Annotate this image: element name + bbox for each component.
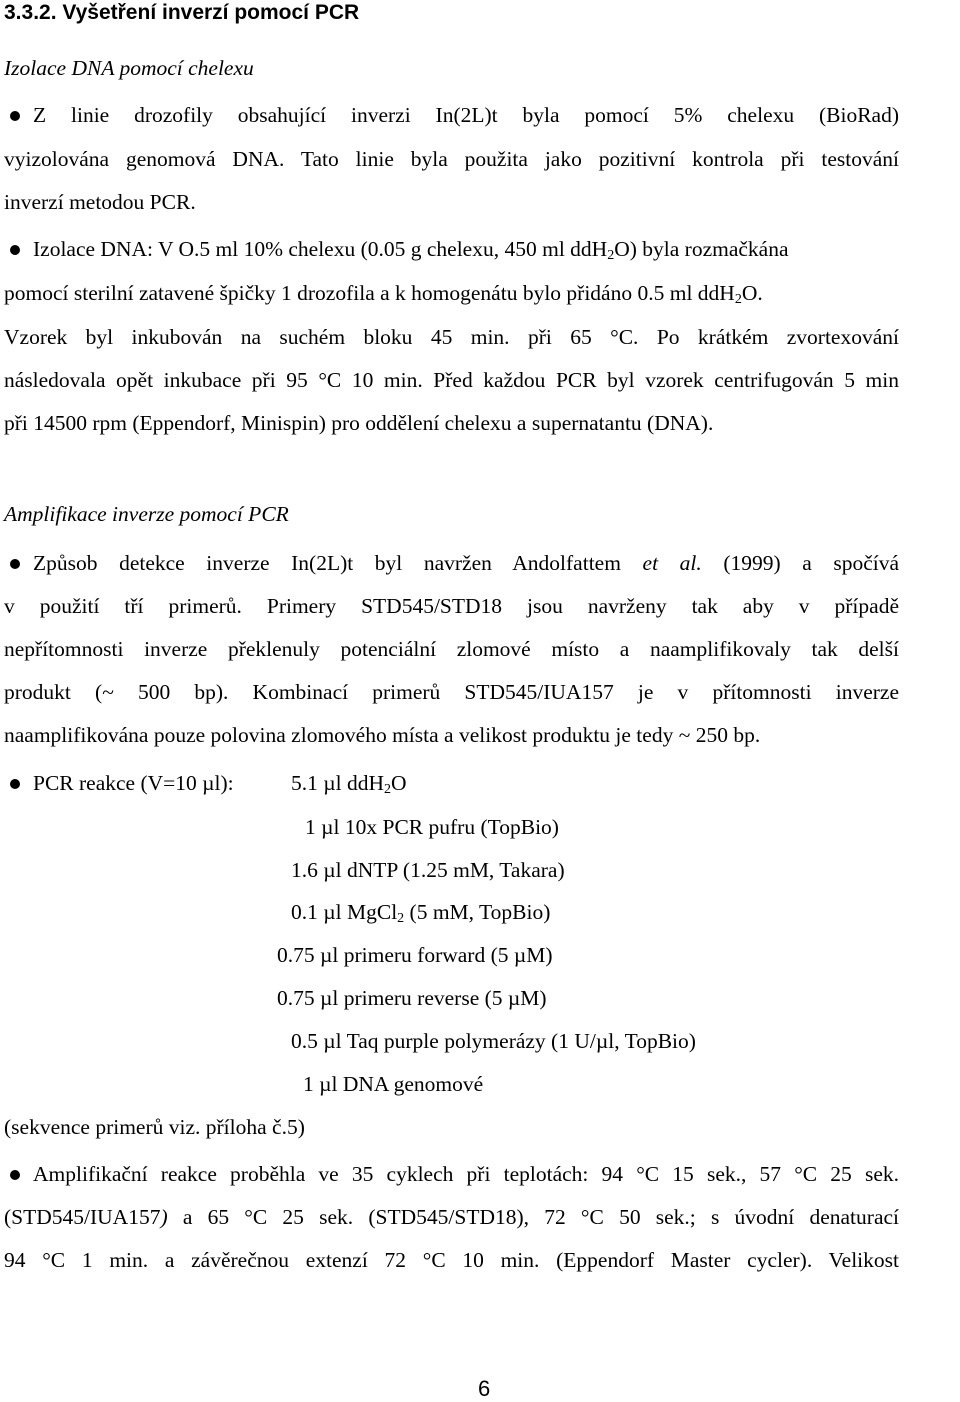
pcr-label: PCR reakce (V=10 µl): [33, 771, 234, 795]
pcr-item: 1.6 µl dNTP (1.25 mM, Takara) [291, 858, 565, 882]
text-line: nepřítomnosti inverze překlenuly potenciální zlomové místo a naamplifikovaly tak delší [4, 637, 899, 661]
subsection-title-amplification: Amplifikace inverze pomocí PCR [4, 502, 289, 526]
text-line: (STD545/IUA157) a 65 °C 25 sek. (STD545/STD18), 72 °C 50 sek.; s úvodní denaturací [4, 1205, 899, 1229]
pcr-item: 0.5 µl Taq purple polymerázy (1 U/µl, TopBio) [291, 1029, 696, 1053]
bullet [10, 559, 20, 569]
text-line: Způsob detekce inverze In(2L)t byl navržen Andolfattem et al. (1999) a spočívá [33, 551, 900, 575]
text-line: naamplifikována pouze polovina zlomového místa a velikost produktu je tedy ~ 250 bp. [4, 723, 761, 747]
bullet [10, 779, 20, 789]
pcr-item: 0.75 µl primeru reverse (5 µM) [277, 986, 547, 1010]
bullet [10, 111, 20, 121]
text-line: pomocí sterilní zatavené špičky 1 drozofila a k homogenátu bylo přidáno 0.5 ml ddH$_2$O. [4, 281, 763, 307]
text-line-part: Izolace DNA: V O.5 ml 10% chelexu (0.05 g chelexu, 450 ml ddH$_2$O) byla rozmačkána [33, 237, 789, 263]
text-line: následovala opět inkubace při 95 °C 10 min. Před každou PCR byl vzorek centrifugován 5 min [4, 368, 899, 392]
primer-note: (sekvence primerů viz. příloha č.5) [4, 1115, 305, 1139]
text-line: v použití tří primerů. Primery STD545/STD18 jsou navrženy tak aby v případě [4, 594, 899, 618]
pcr-item: 1 µl DNA genomové [303, 1072, 484, 1096]
pcr-item: 1 µl 10x PCR pufru (TopBio) [305, 815, 559, 839]
pcr-item: 0.75 µl primeru forward (5 µM) [277, 943, 553, 967]
text-line: při 14500 rpm (Eppendorf, Minispin) pro oddělení chelexu a supernatantu (DNA). [4, 411, 714, 435]
page-number: 6 [478, 1376, 491, 1401]
bullet [10, 245, 20, 255]
text-line: vyizolována genomová DNA. Tato linie byla použita jako pozitivní kontrola při testování [4, 147, 899, 171]
pcr-item: 5.1 µl ddH$_2$O [291, 771, 407, 797]
text-line [33, 235, 899, 270]
section-heading: 3.3.2. Vyšetření inverzí pomocí PCR [4, 1, 360, 24]
text-line: Vzorek byl inkubován na suchém bloku 45 min. při 65 °C. Po krátkém zvortexování [4, 325, 899, 349]
text-line: Amplifikační reakce proběhla ve 35 cyklech při teplotách: 94 °C 15 sek., 57 °C 25 sek. [33, 1162, 899, 1186]
bullet [10, 1170, 20, 1180]
text-line: inverzí metodou PCR. [4, 190, 196, 214]
subsection-title-isolation: Izolace DNA pomocí chelexu [4, 56, 254, 80]
text-line: 94 °C 1 min. a závěrečnou extenzí 72 °C 10 min. (Eppendorf Master cycler). Velikost [4, 1248, 899, 1272]
text-line: produkt (~ 500 bp). Kombinací primerů STD545/IUA157 je v přítomnosti inverze [4, 680, 899, 704]
text-line: Z linie drozofily obsahující inverzi In(2L)t byla pomocí 5% chelexu (BioRad) [33, 103, 899, 127]
pcr-item: 0.1 µl MgCl$_2$ (5 mM, TopBio) [291, 900, 551, 926]
